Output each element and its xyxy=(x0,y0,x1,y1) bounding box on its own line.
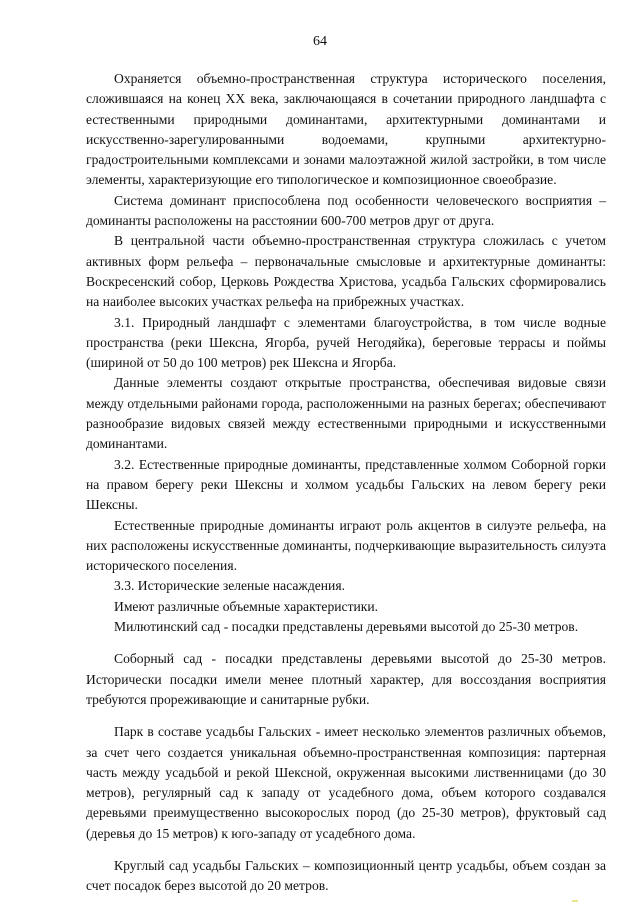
paragraph-open-spaces: Данные элементы создают открытые пространства, обеспечивая видовые связи между отдельными районами города, расположенными на разных берегах; обеспечивают разнообразие видовых связей между естественными природными и искусственными доминантами. xyxy=(86,375,606,452)
paragraph-central-part: В центральной части объемно-пространственная структура сложилась с учетом активных форм рельефа – первоначальные смысловые и архитектурные доминанты: Воскресенский собор, Церковь Рождества Христова, усадьба Гальских сформировались на наиболее высоких участках рельефа на прибрежных участках. xyxy=(86,233,606,310)
document-body xyxy=(86,69,606,897)
paragraph-round-garden: Круглый сад усадьбы Гальских – композиционный центр усадьбы, объем создан за счет посадок берез высотой до 20 метров. xyxy=(86,857,606,894)
paragraph-milyutin-garden: Милютинский сад - посадки представлены деревьями высотой до 25-30 метров. xyxy=(114,619,579,635)
paragraph-structure: Охраняется объемно-пространственная структура исторического поселения, сложившаяся на конец ХХ века, заключающаяся в сочетании природного ландшафта с естественными природными доминантами, архитектурными доминантами и искусственно-зарегулированными водоемами, крупными архитектурно-градостроительными комплексами и зонами малоэтажной жилой застройки, в том числе элементы, характеризующие его типологическое и композиционное своеобразие. xyxy=(86,71,606,188)
paragraph-volume-characteristics: Имеют различные объемные характеристики. xyxy=(114,598,379,614)
paragraph-cathedral-garden: Соборный сад - посадки представлены деревьями высотой до 25-30 метров. Исторически посадки имели менее плотный характер, для воссоздания восприятия требуются прореживающие и санитарные рубки. xyxy=(86,651,606,707)
scan-artifact xyxy=(572,900,578,902)
paragraph-section-3-2: 3.2. Естественные природные доминанты, представленные холмом Соборной горки на правом берегу реки Шексны и холмом усадьбы Гальских на левом берегу реки Шексны. xyxy=(86,456,606,513)
paragraph-section-3-3: 3.3. Исторические зеленые насаждения. xyxy=(114,578,345,594)
page-number: 64 xyxy=(313,34,327,49)
paragraph-galsky-park: Парк в составе усадьбы Гальских - имеет несколько элементов различных объемов, за счет чего создается уникальная объемно-пространственная композиция: партерная часть между усадьбой и рекой Шексной, окруженная высокими лиственницами (до 30 метров), регулярный сад к западу от усадебного дома, объем которого создавался деревьями преимущественно высокорослых пород (до 25-30 метров), фруктовый сад (деревья до 15 метров) к юго-западу от усадебного дома. xyxy=(86,724,606,841)
paragraph-relief-accents: Естественные природные доминанты играют роль акцентов в силуэте рельефа, на них расположены искусственные доминанты, подчеркивающие выразительность силуэта исторического поселения. xyxy=(86,517,606,574)
paragraph-section-3-1: 3.1. Природный ландшафт с элементами благоустройства, в том числе водные пространства (реки Шексна, Ягорба, ручей Негодяйка), береговые террасы и поймы (шириной от 50 до 100 метров) рек Шексна и Ягорба. xyxy=(86,314,606,371)
paragraph-dominants-system: Система доминант приспособлена под особенности человеческого восприятия – доминанты расположены на расстоянии 600-700 метров друг от друга. xyxy=(86,192,606,229)
